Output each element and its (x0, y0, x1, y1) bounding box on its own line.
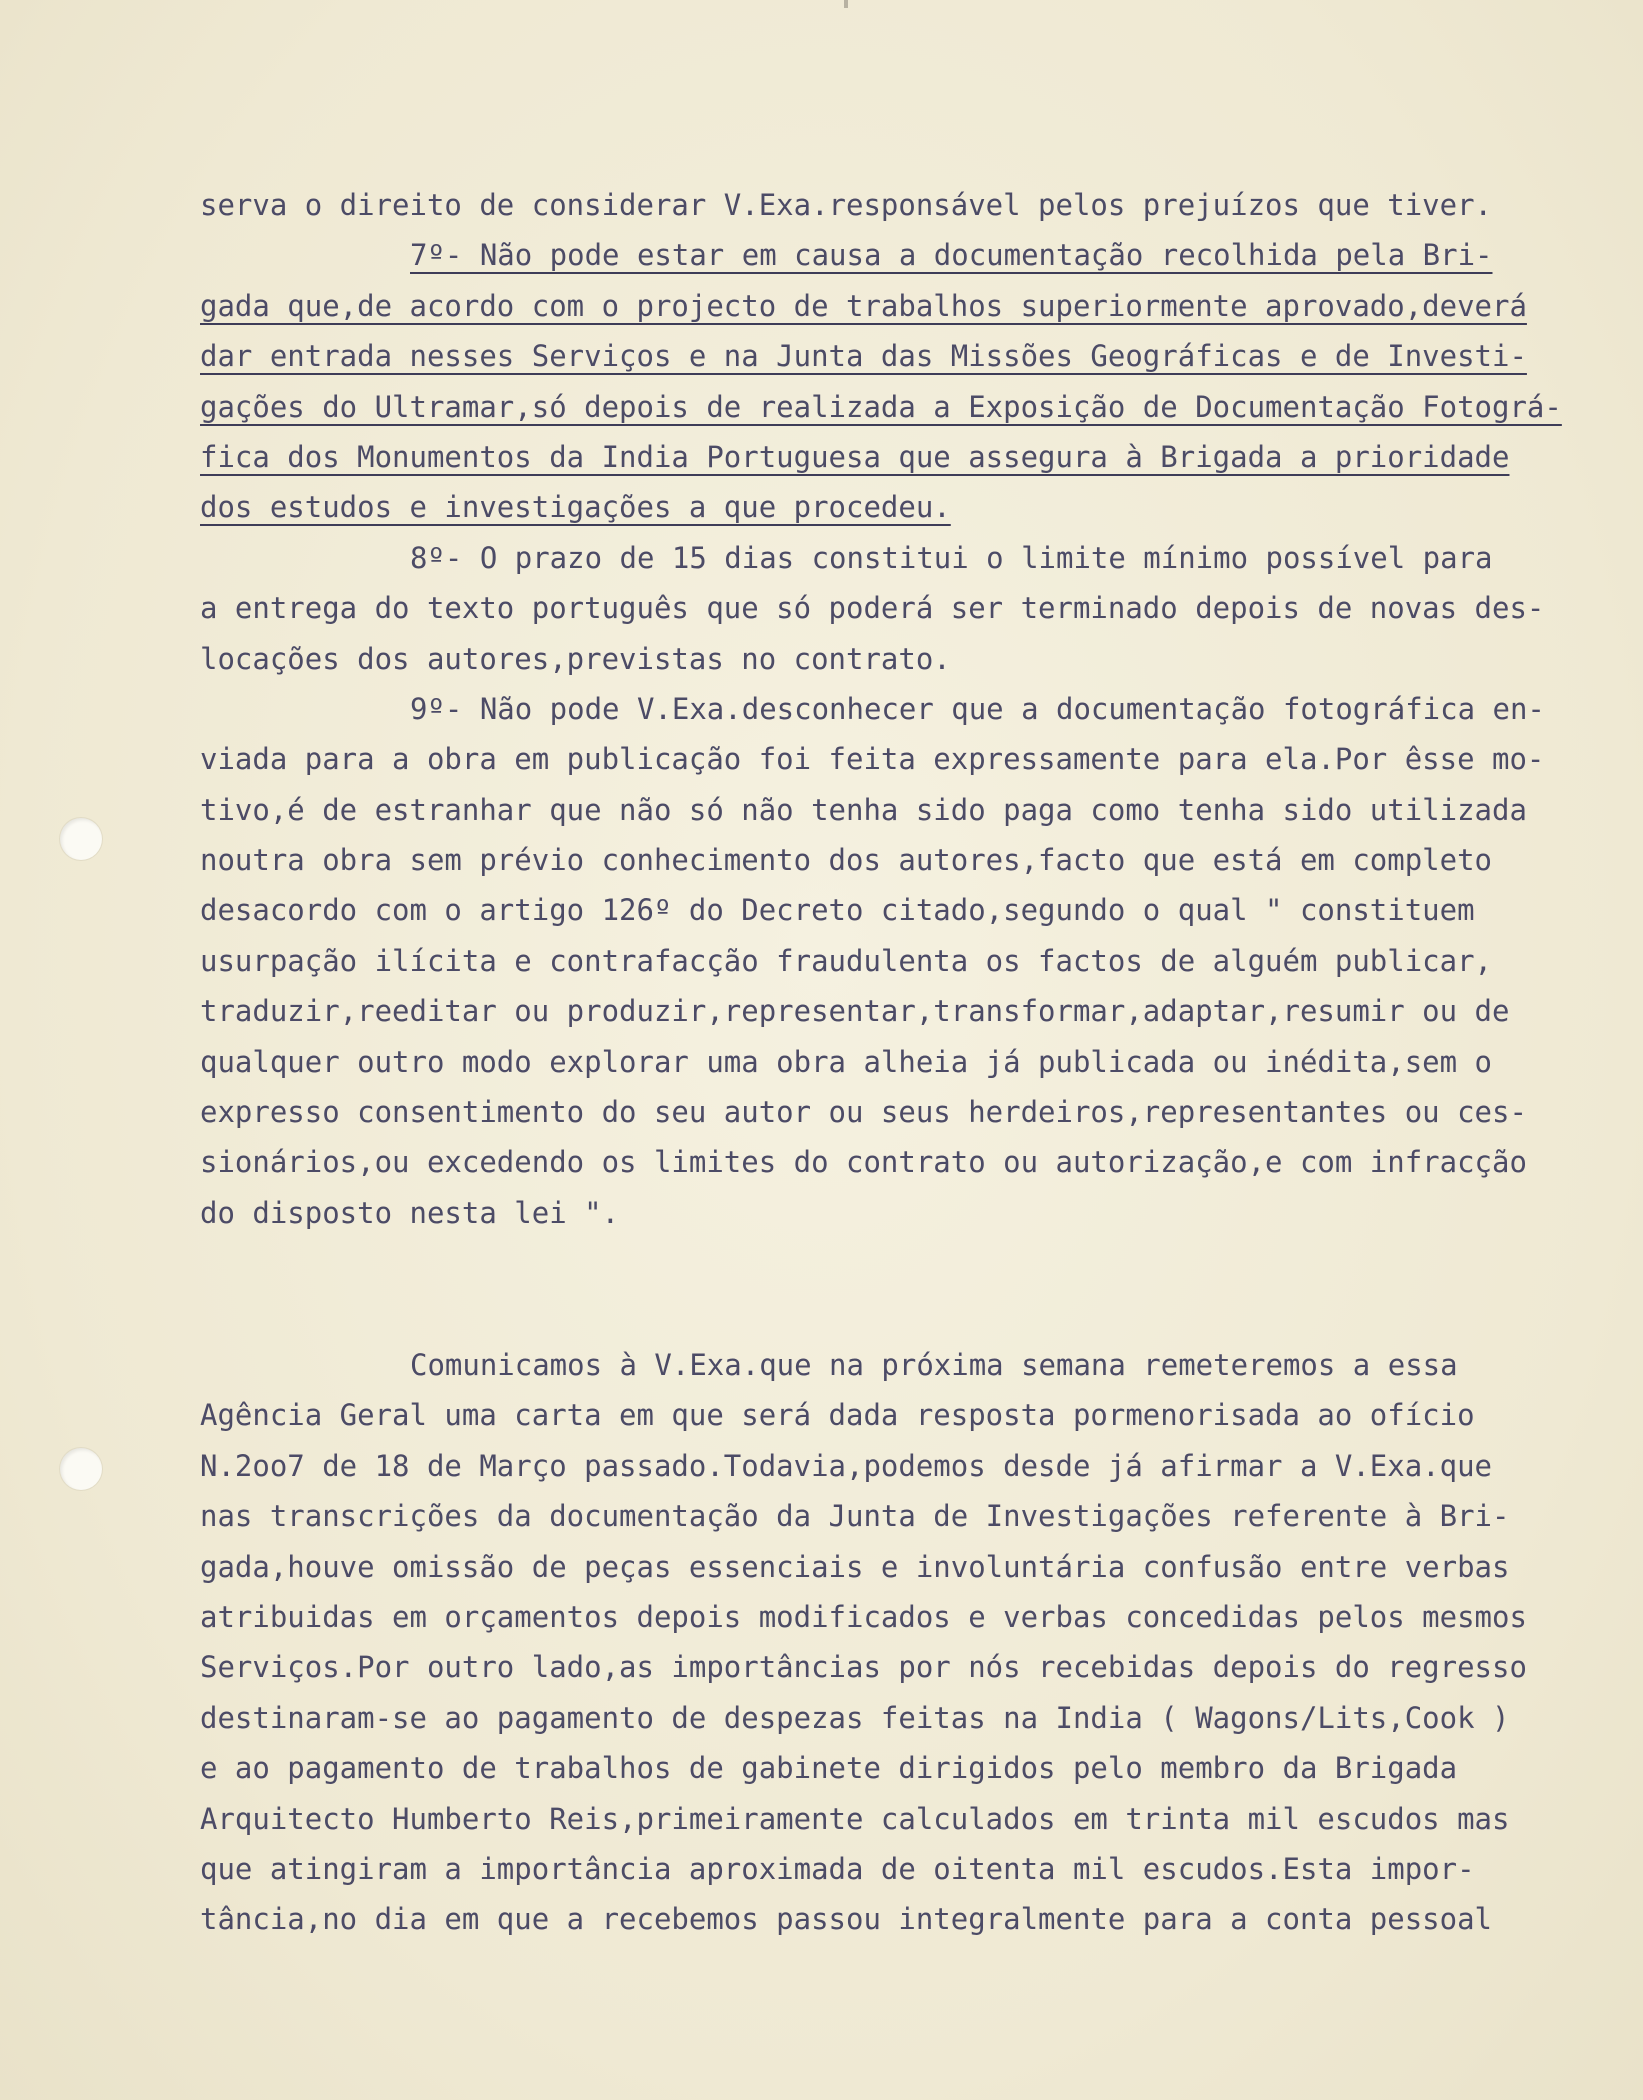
paragraph-block-2 (200, 1340, 1527, 1945)
paragraph-block-1 (200, 180, 1562, 1238)
text-line: e ao pagamento de trabalhos de gabinete dirigidos pelo membro da Brigada (200, 1751, 1458, 1786)
text-line: do disposto nesta lei ". (200, 1195, 620, 1230)
text-line: usurpação ilícita e contrafacção fraudulenta os factos de alguém publicar, (200, 943, 1493, 978)
punch-hole-top (60, 818, 102, 860)
text-line: dar entrada nesses Serviços e na Junta das Missões Geográficas e de Investi- (200, 339, 1527, 374)
staple-mark (844, 0, 848, 8)
text-line-item-7: 7º- Não pode estar em causa a documentação recolhida pela Bri- (410, 238, 1493, 273)
text-line: dos estudos e investigações a que procedeu. (200, 490, 951, 525)
text-line: noutra obra sem prévio conhecimento dos autores,facto que está em completo (200, 843, 1493, 878)
text-line: gações do Ultramar,só depois de realizada a Exposição de Documentação Fotográ- (200, 389, 1562, 424)
text-line: viada para a obra em publicação foi feita expressamente para ela.Por êsse mo- (200, 742, 1545, 777)
text-line: qualquer outro modo explorar uma obra alheia já publicada ou inédita,sem o (200, 1044, 1493, 1079)
text-line: gada que,de acordo com o projecto de trabalhos superiormente aprovado,deverá (200, 288, 1527, 323)
text-line: a entrega do texto português que só poderá ser terminado depois de novas des- (200, 591, 1545, 626)
text-line: tivo,é de estranhar que não só não tenha sido paga como tenha sido utilizada (200, 792, 1527, 827)
text-line-item-9: 9º- Não pode V.Exa.desconhecer que a documentação fotográfica en- (410, 691, 1545, 726)
text-line: expresso consentimento do seu autor ou seus herdeiros,representantes ou ces- (200, 1095, 1527, 1130)
text-line: atribuidas em orçamentos depois modificados e verbas concedidas pelos mesmos (200, 1599, 1527, 1634)
text-line: N.2oo7 de 18 de Março passado.Todavia,podemos desde já afirmar a V.Exa.que (200, 1448, 1493, 1483)
text-line: desacordo com o artigo 126º do Decreto citado,segundo o qual " constituem (200, 893, 1475, 928)
text-line: sionários,ou excedendo os limites do contrato ou autorização,e com infracção (200, 1145, 1527, 1180)
text-line: tância,no dia em que a recebemos passou integralmente para a conta pessoal (200, 1902, 1493, 1937)
text-line: traduzir,reeditar ou produzir,representar,transformar,adaptar,resumir ou de (200, 994, 1510, 1029)
text-line: Arquitecto Humberto Reis,primeiramente calculados em trinta mil escudos mas (200, 1801, 1510, 1836)
text-line: gada,houve omissão de peças essenciais e involuntária confusão entre verbas (200, 1549, 1510, 1584)
text-line-item-8: 8º- O prazo de 15 dias constitui o limite mínimo possível para (410, 540, 1493, 575)
text-line: serva o direito de considerar V.Exa.responsável pelos prejuízos que tiver. (200, 188, 1493, 222)
punch-hole-bottom (60, 1448, 102, 1490)
text-line: Serviços.Por outro lado,as importâncias por nós recebidas depois do regresso (200, 1650, 1527, 1685)
text-line: destinaram-se ao pagamento de despezas feitas na India ( Wagons/Lits,Cook ) (200, 1700, 1510, 1735)
text-line: fica dos Monumentos da India Portuguesa que assegura à Brigada a prioridade (200, 439, 1510, 474)
text-line: locações dos autores,previstas no contrato. (200, 641, 951, 676)
text-line: Agência Geral uma carta em que será dada resposta pormenorisada ao ofício (200, 1398, 1475, 1433)
text-line-paragraph-start: Comunicamos à V.Exa.que na próxima semana remeteremos a essa (410, 1348, 1458, 1382)
text-line: que atingiram a importância aproximada de oitenta mil escudos.Esta impor- (200, 1851, 1475, 1886)
text-line: nas transcrições da documentação da Junta de Investigações referente à Bri- (200, 1499, 1510, 1534)
